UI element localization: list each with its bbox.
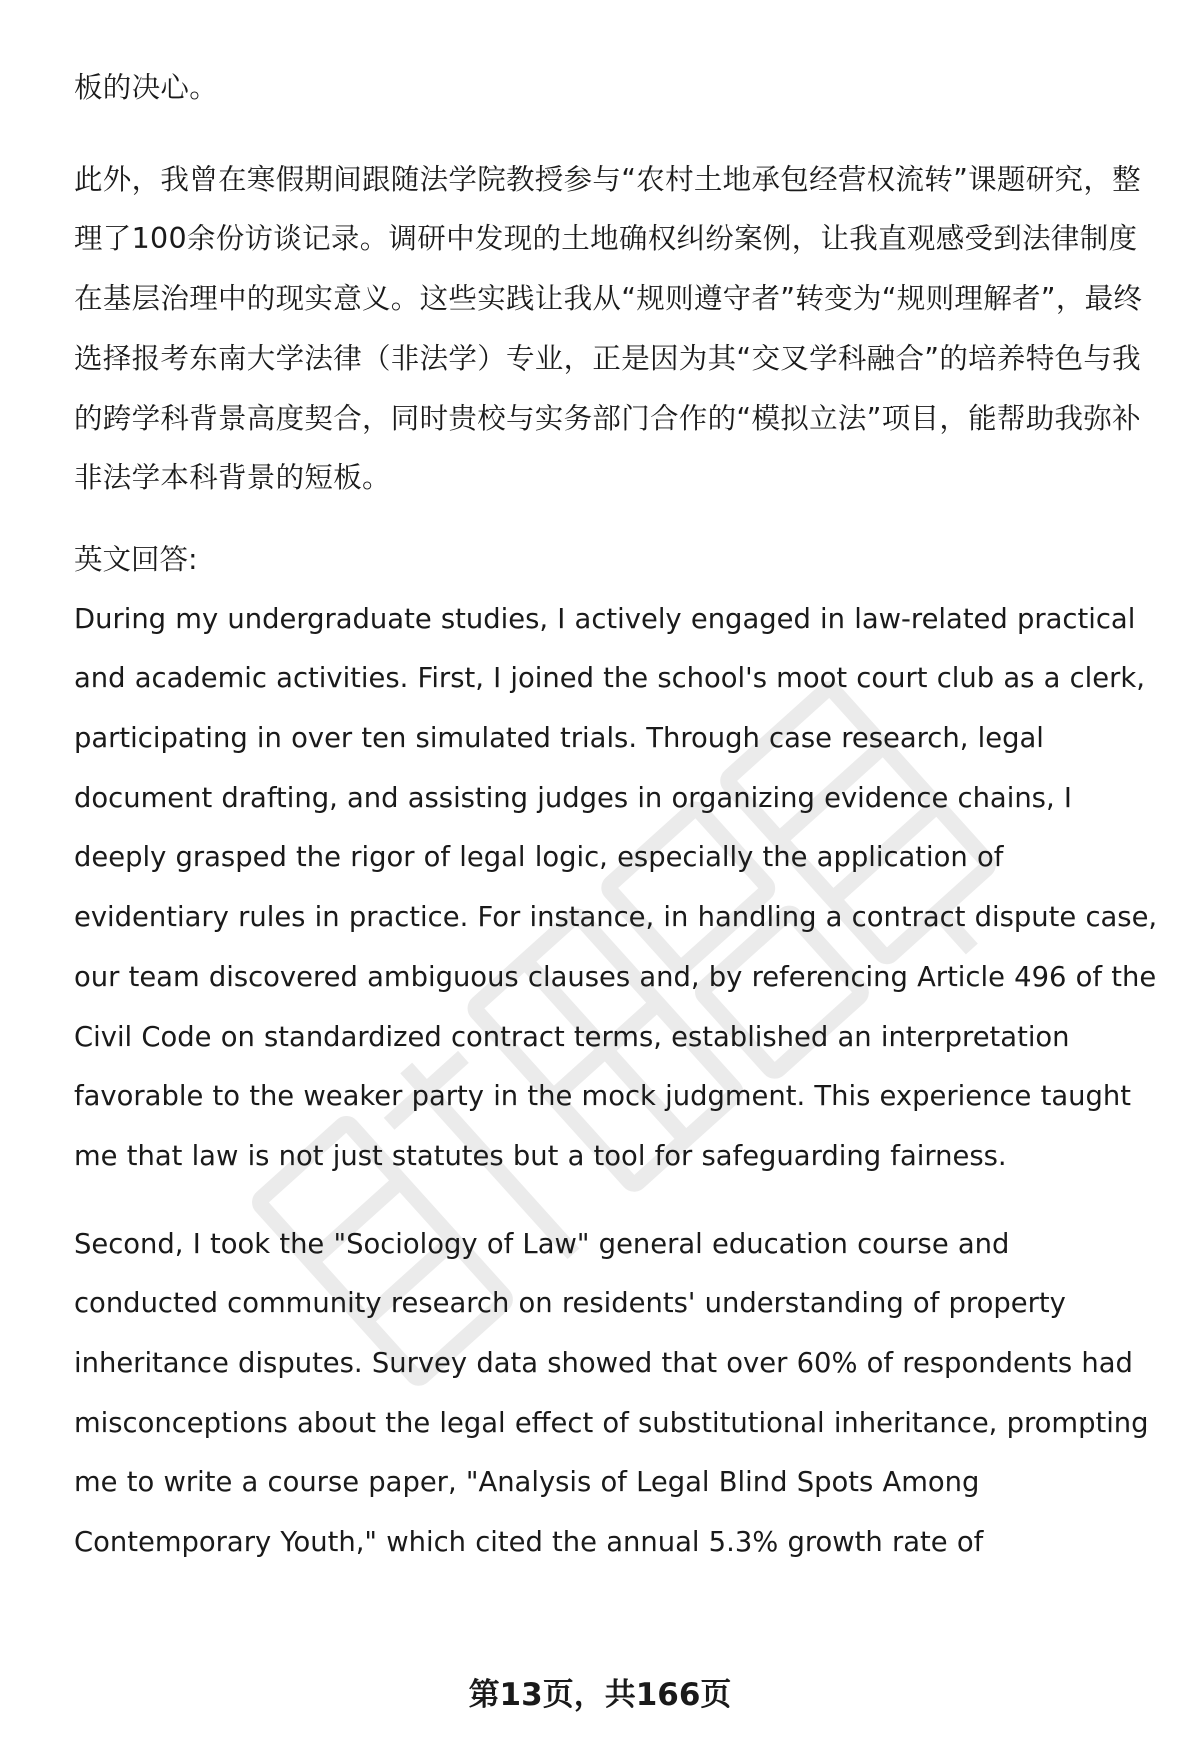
- paragraph-english-moot-court: During my undergraduate studies, I actively engaged in law-related practical and academic activities. First, I joined the school's moot court club as a clerk, participating in over ten simulated trials. Through case research, legal document drafting, and assisting judges in organizing evidence chains, I deeply grasped the rigor of legal logic, especially the application of evidentiary rules in practice. For instance, in handling a contract dispute case, our team discovered ambiguous clauses and, by referencing Article 496 of the Civil Code on standardized contract terms, established an interpretation favorable to the weaker party in the mock judgment. This experience taught me that law is not just statutes but a tool for safeguarding fairness.: [74, 603, 1158, 1172]
- document-body: [74, 58, 1159, 1573]
- page-number-footer: 第13页，共166页: [468, 1677, 732, 1713]
- paragraph-chinese-research: 此外，我曾在寒假期间跟随法学院教授参与“农村土地承包经营权流转”课题研究，整理了100余份访谈记录。调研中发现的土地确权纠纷案例，让我直观感受到法律制度在基层治理中的现实意义。这些实践让我从“规则遵守者”转变为“规则理解者”，最终选择报考东南大学法律（非法学）专业，正是因为其“交叉学科融合”的培养特色与我的跨学科背景高度契合，同时贵校与实务部门合作的“模拟立法”项目，能帮助我弥补非法学本科背景的短板。: [74, 162, 1143, 495]
- paragraph-english-sociology: Second, I took the "Sociology of Law" general education course and conducted community research on residents' understanding of property inheritance disputes. Survey data showed that over 60% of respondents had misconceptions about the legal effect of substitutional inheritance, prompting me to write a course paper, "Analysis of Legal Blind Spots Among Contemporary Youth," which cited the annual 5.3% growth rate of: [74, 1228, 1149, 1559]
- paragraph-closing-fragment: 板的决心。: [74, 71, 219, 104]
- english-answer-label: 英文回答:: [74, 542, 198, 576]
